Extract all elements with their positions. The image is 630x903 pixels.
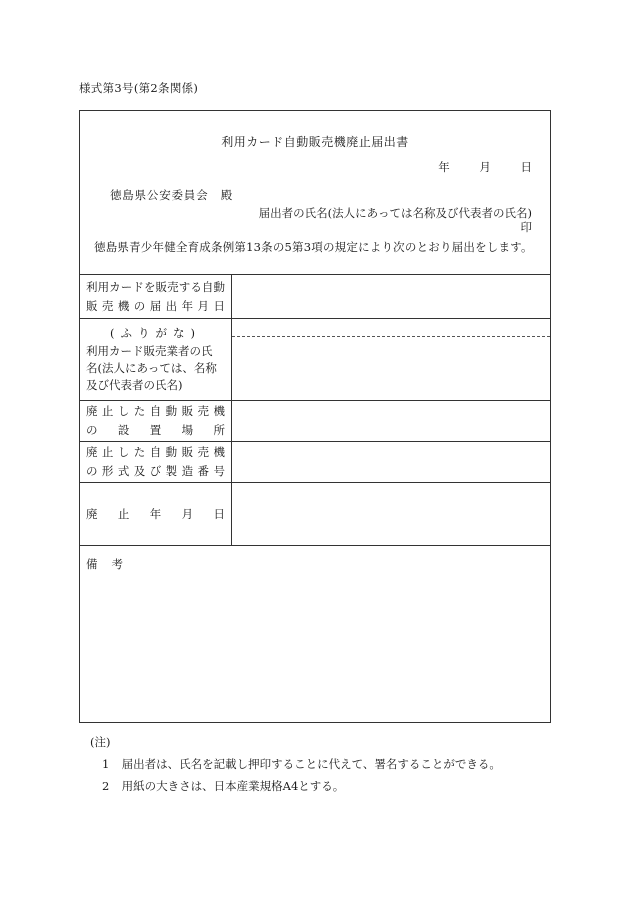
label-line: の設置場所 [86,423,225,437]
installation-place-field[interactable] [232,401,550,441]
furigana-divider [232,336,550,337]
note-text: 用紙の大きさは、日本産業規格A4とする。 [121,779,345,793]
label-line: の形式及び製造番号 [86,464,225,478]
row-notification-date [80,274,550,318]
note-item [102,756,501,772]
notification-date-field[interactable] [232,275,550,318]
notes-section [90,734,501,800]
note-number: 1 [102,757,110,771]
note-number: 2 [102,779,110,793]
form-number-label: 様式第3号(第2条関係) [79,81,199,95]
label-line: 廃止年月日 [86,506,225,521]
label-line: 名(法人にあっては、名称 [86,361,217,375]
model-serial-field[interactable] [232,442,550,482]
remarks-label: 備考 [86,557,137,571]
note-item [102,778,501,794]
addressee: 徳島県公安委員会 殿 [110,188,233,202]
label-line: 利用カードを販売する自動 [86,279,225,294]
label-line: 販売機の届出年月日 [86,298,225,313]
form-header [80,111,550,274]
row-label [80,401,232,441]
date-day-label: 日 [520,160,532,174]
label-line: 及び代表者の氏名) [86,378,183,392]
row-remarks [80,545,550,723]
note-text: 届出者は、氏名を記載し押印することに代えて、署名することができる。 [121,757,501,771]
statement-text: 徳島県青少年健全育成条例第13条の5第3項の規定により次のとおり届出をします。 [94,240,533,254]
date-year-label: 年 [438,160,450,174]
notes-heading: (注) [90,735,111,749]
submitter-name-label: 届出者の氏名(法人にあっては名称及び代表者の氏名) [258,206,532,220]
furigana-label: (ふりがな) [110,326,201,340]
row-label [80,275,232,318]
row-model-serial [80,441,550,482]
date-month-label: 月 [479,160,491,174]
notification-form [79,110,551,723]
seller-name-field[interactable] [232,319,550,400]
label-line: 利用カード販売業者の氏 [86,344,213,358]
abolition-date-field[interactable] [232,483,550,545]
seal-mark: 印 [520,220,532,234]
row-installation-place [80,400,550,441]
row-label [80,319,232,400]
label-line: 廃止した自動販売機 [86,445,225,459]
row-label [80,442,232,482]
row-abolition-date [80,482,550,545]
form-title: 利用カード自動販売機廃止届出書 [221,135,409,149]
row-seller-name [80,318,550,400]
form-rows [80,274,550,723]
row-label [80,483,232,545]
label-line: 廃止した自動販売機 [86,404,225,418]
date-line [412,159,532,175]
